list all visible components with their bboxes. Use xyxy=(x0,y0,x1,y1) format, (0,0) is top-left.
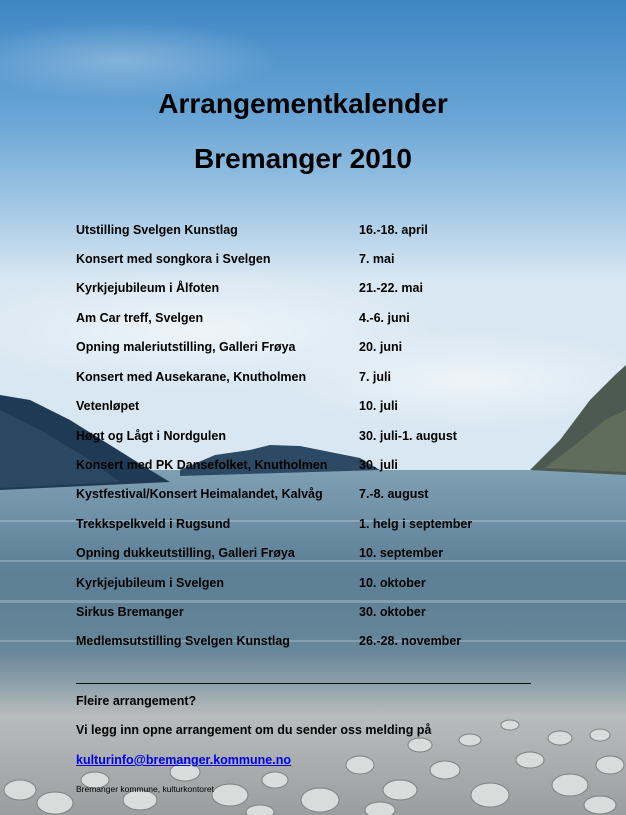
invite-text: Vi legg inn opne arrangement om du sender oss melding på xyxy=(76,723,432,737)
event-date: 30. juli-1. august xyxy=(359,429,457,443)
event-date: 7.-8. august xyxy=(359,487,429,501)
event-name: Kyrkjejubileum i Ålfoten xyxy=(76,281,220,295)
event-name: Kyrkjejubileum i Svelgen xyxy=(76,576,224,590)
event-name: Kystfestival/Konsert Heimalandet, Kalvåg xyxy=(76,487,323,501)
event-date: 10. september xyxy=(359,546,444,560)
event-date: 1. helg i september xyxy=(359,517,473,531)
event-name: Medlemsutstilling Svelgen Kunstlag xyxy=(76,634,290,648)
event-date: 21.-22. mai xyxy=(359,281,423,295)
event-name: Konsert med PK Dansefolket, Knutholmen xyxy=(76,458,328,472)
event-name: Høgt og Lågt i Nordgulen xyxy=(76,429,226,443)
event-date: 10. oktober xyxy=(359,576,426,590)
event-name: Am Car treff, Svelgen xyxy=(76,311,204,325)
more-events-heading: Fleire arrangement? xyxy=(76,694,197,708)
event-date: 7. mai xyxy=(359,252,395,266)
event-date: 4.-6. juni xyxy=(359,311,410,325)
event-name: Sirkus Bremanger xyxy=(76,605,184,619)
divider-line xyxy=(76,683,531,684)
email-link[interactable]: kulturinfo@bremanger.kommune.no xyxy=(76,753,291,767)
event-name: Opning dukkeutstilling, Galleri Frøya xyxy=(76,546,295,560)
event-date: 26.-28. november xyxy=(359,634,462,648)
event-date: 10. juli xyxy=(359,399,398,413)
event-name: Opning maleriutstilling, Galleri Frøya xyxy=(76,340,296,354)
event-name: Konsert med songkora i Svelgen xyxy=(76,252,271,266)
event-date: 30. juli xyxy=(359,458,398,472)
event-name: Vetenløpet xyxy=(76,399,140,413)
document-subtitle: Bremanger 2010 xyxy=(194,143,412,174)
event-name: Utstilling Svelgen Kunstlag xyxy=(76,223,238,237)
event-name: Trekkspelkveld i Rugsund xyxy=(76,517,231,531)
event-name: Konsert med Ausekarane, Knutholmen xyxy=(76,370,307,384)
event-date: 7. juli xyxy=(359,370,391,384)
document-title: Arrangementkalender xyxy=(158,88,448,119)
event-date: 16.-18. april xyxy=(359,223,428,237)
footer-credit: Bremanger kommune, kulturkontoret xyxy=(76,784,214,794)
event-date: 20. juni xyxy=(359,340,403,354)
event-date: 30. oktober xyxy=(359,605,426,619)
